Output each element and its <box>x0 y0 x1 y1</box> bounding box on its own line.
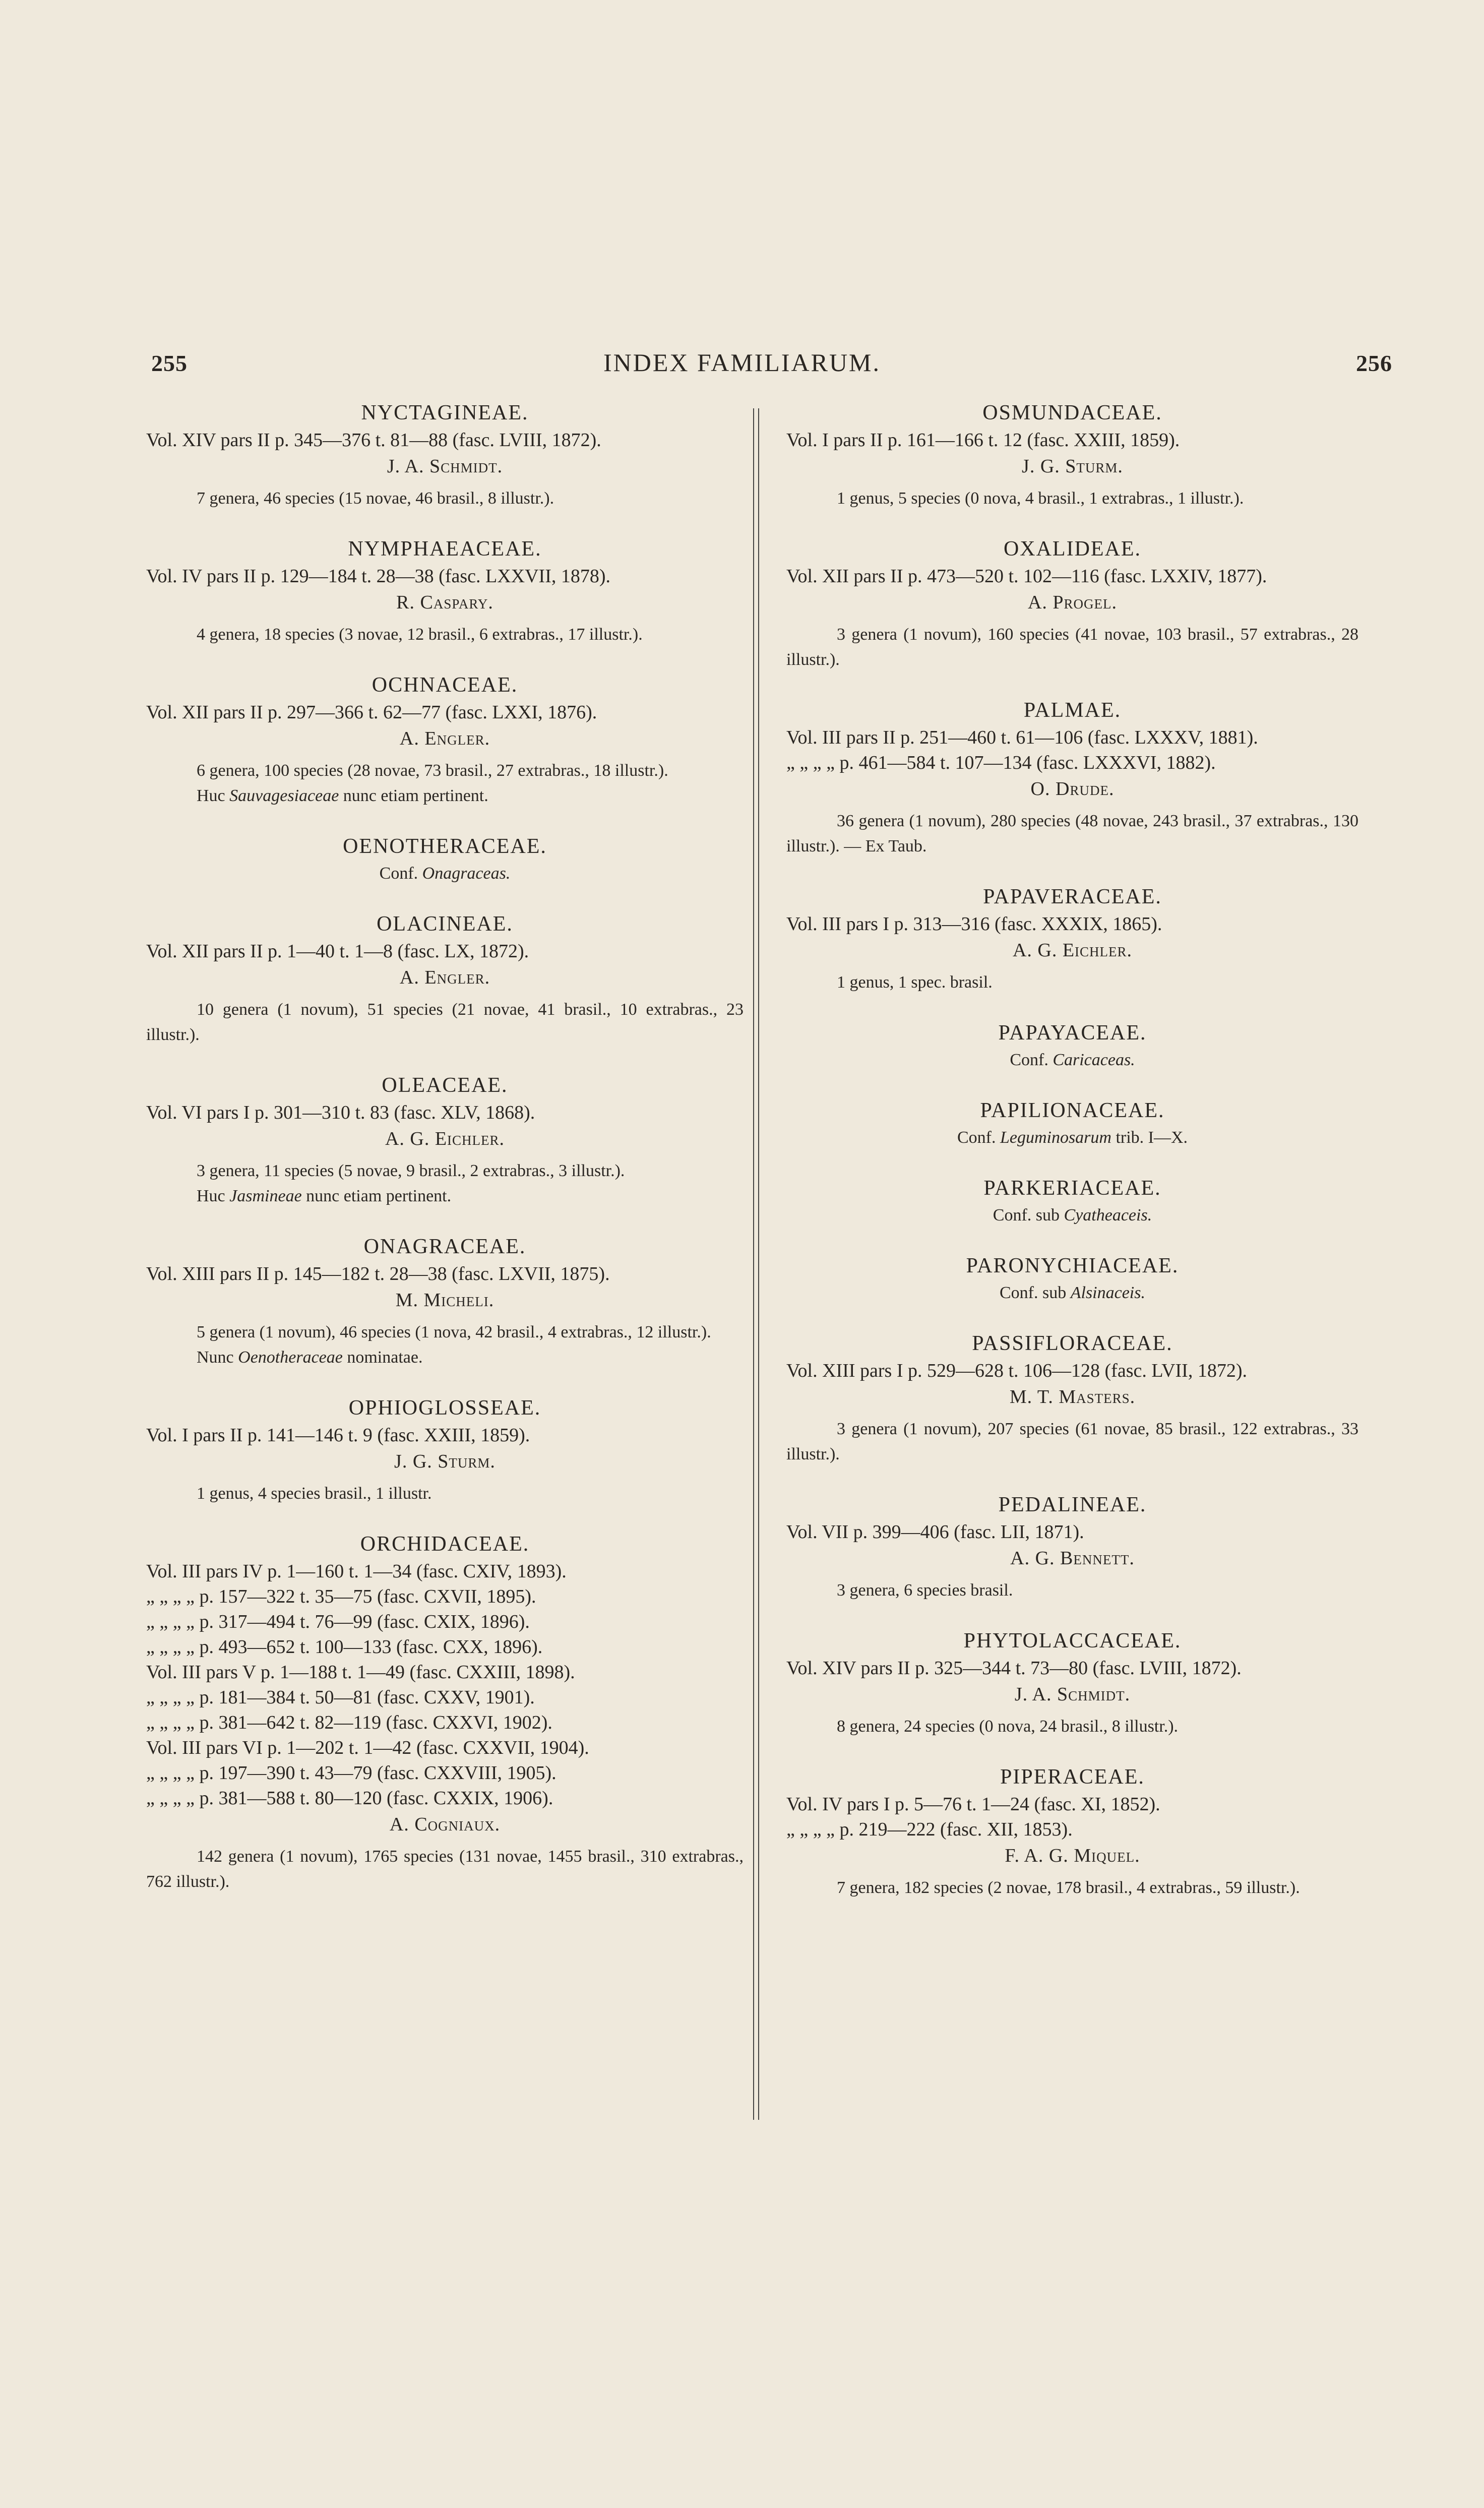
statistics-line: 10 genera (1 novum), 51 species (21 novae, 41 brasil., 10 extrabras., 23 illustr.). <box>146 1000 744 1044</box>
cross-reference-suffix: trib. I—X. <box>1111 1128 1188 1147</box>
family-entry <box>786 1626 1358 1739</box>
statistics-line: 1 genus, 4 species brasil., 1 illustr. <box>197 1484 432 1503</box>
cross-reference <box>786 1125 1358 1150</box>
family-entry <box>786 696 1358 859</box>
page-number-left: 255 <box>151 350 188 376</box>
family-entry <box>786 1329 1358 1467</box>
right-column <box>786 398 1358 1924</box>
family-name: NYCTAGINEAE. <box>361 401 529 424</box>
author-name <box>146 725 744 752</box>
cross-reference-prefix: Conf. <box>379 864 422 883</box>
page-number-right: 256 <box>1356 350 1392 376</box>
cross-reference-prefix: Conf. sub <box>993 1206 1064 1225</box>
author-name <box>786 1681 1358 1708</box>
volume-reference: Vol. XIII pars I p. 529—628 t. 106—128 (fasc. LVII, 1872). <box>786 1360 1247 1381</box>
cross-reference-prefix: Conf. <box>1010 1051 1053 1069</box>
family-name: NYMPHAEACEAE. <box>348 537 542 561</box>
statistics-line: 3 genera (1 novum), 160 species (41 novae, 103 brasil., 57 extrabras., 28 illustr.). <box>786 625 1358 669</box>
volume-reference: Vol. III pars II p. 251—460 t. 61—106 (fasc. LXXXV, 1881). <box>786 727 1258 748</box>
family-entry <box>786 398 1358 511</box>
author-name <box>146 453 744 480</box>
note-suffix: nunc etiam pertinent. <box>339 786 488 805</box>
author-surname: Drude. <box>1056 778 1115 800</box>
family-entry <box>786 1251 1358 1306</box>
author-initials: A. <box>399 728 425 749</box>
volume-reference: Vol. III pars I p. 313—316 (fasc. XXXIX, 1865). <box>786 913 1162 935</box>
author-initials: M. T. <box>1009 1386 1059 1408</box>
family-entry <box>786 1174 1358 1228</box>
volume-reference: Vol. III pars IV p. 1—160 t. 1—34 (fasc. CXIV, 1893). <box>146 1561 567 1582</box>
author-surname: Cogniaux. <box>414 1814 501 1835</box>
family-entry <box>146 1393 744 1506</box>
volume-reference: „ „ „ „ p. 381—588 t. 80—120 (fasc. CXXIX, 1906). <box>146 1788 553 1809</box>
author-initials: J. G. <box>394 1451 438 1472</box>
volume-reference: Vol. XIV pars II p. 325—344 t. 73—80 (fasc. LVIII, 1872). <box>786 1658 1242 1679</box>
author-initials: O. <box>1030 778 1056 800</box>
author-initials: A. G. <box>1012 940 1063 961</box>
family-name: PHYTOLACCACEAE. <box>963 1629 1182 1653</box>
note-prefix: Nunc <box>197 1348 238 1367</box>
author-surname: Progel. <box>1053 592 1118 613</box>
author-surname: Bennett. <box>1060 1548 1135 1569</box>
statistics-line: 3 genera, 11 species (5 novae, 9 brasil., 2 extrabras., 3 illustr.). <box>197 1161 625 1180</box>
author-name <box>146 1448 744 1475</box>
volume-reference: Vol. XII pars II p. 473—520 t. 102—116 (fasc. LXXIV, 1877). <box>786 566 1267 587</box>
family-entry <box>786 882 1358 995</box>
statistics-line: 3 genera, 6 species brasil. <box>837 1581 1013 1600</box>
volume-reference: „ „ „ „ p. 493—652 t. 100—133 (fasc. CXX, 1896). <box>146 1636 543 1658</box>
family-name: PALMAE. <box>1023 699 1122 722</box>
family-note <box>146 1184 744 1209</box>
author-initials: A. <box>389 1814 415 1835</box>
family-name: PARONYCHIACEAE. <box>966 1254 1179 1277</box>
family-name: PAPAYACEAE. <box>998 1021 1147 1045</box>
cross-reference-target: Alsinaceis. <box>1070 1283 1145 1302</box>
author-surname: Masters. <box>1059 1386 1136 1408</box>
family-entry <box>786 1096 1358 1150</box>
volume-reference: „ „ „ „ p. 197—390 t. 43—79 (fasc. CXXVIII, 1905). <box>146 1762 556 1784</box>
family-entry <box>146 909 744 1048</box>
running-title: INDEX FAMILIARUM. <box>603 348 881 377</box>
statistics-line: 8 genera, 24 species (0 nova, 24 brasil., 8 illustr.). <box>837 1717 1179 1736</box>
author-name <box>786 1545 1358 1572</box>
page-header <box>0 348 1484 388</box>
family-name: OENOTHERACEAE. <box>343 835 547 858</box>
volume-reference: „ „ „ „ p. 461—584 t. 107—134 (fasc. LXXXVI, 1882). <box>786 752 1216 773</box>
author-initials: A. <box>1027 592 1053 613</box>
cross-reference-prefix: Conf. <box>957 1128 1000 1147</box>
author-surname: Eichler. <box>1062 940 1133 961</box>
family-name: OLEACEAE. <box>382 1074 508 1097</box>
author-initials: J. G. <box>1022 456 1066 477</box>
author-surname: Schmidt. <box>1057 1684 1131 1705</box>
author-name <box>146 1125 744 1152</box>
family-entry <box>146 1232 744 1370</box>
family-entry <box>146 534 744 647</box>
author-name <box>786 775 1358 803</box>
author-initials: J. A. <box>387 456 429 477</box>
volume-reference: Vol. VI pars I p. 301—310 t. 83 (fasc. XLV, 1868). <box>146 1102 535 1123</box>
volume-reference: Vol. III pars VI p. 1—202 t. 1—42 (fasc. CXXVII, 1904). <box>146 1737 589 1758</box>
family-name: OSMUNDACEAE. <box>982 401 1162 424</box>
author-surname: Engler. <box>424 967 490 988</box>
volume-reference: „ „ „ „ p. 157—322 t. 35—75 (fasc. CXVII, 1895). <box>146 1586 536 1607</box>
statistics-line: 4 genera, 18 species (3 novae, 12 brasil., 6 extrabras., 17 illustr.). <box>197 625 643 644</box>
statistics-line: 5 genera (1 novum), 46 species (1 nova, 42 brasil., 4 extrabras., 12 illustr.). <box>197 1323 711 1341</box>
cross-reference <box>786 1048 1358 1073</box>
author-surname: Miquel. <box>1074 1845 1140 1866</box>
volume-reference: Vol. XII pars II p. 297—366 t. 62—77 (fasc. LXXI, 1876). <box>146 702 597 723</box>
volume-reference: Vol. XIV pars II p. 345—376 t. 81—88 (fasc. LVIII, 1872). <box>146 430 601 451</box>
family-entry <box>786 1762 1358 1901</box>
family-entry <box>146 398 744 511</box>
note-prefix: Huc <box>197 1187 230 1205</box>
family-entry <box>146 1071 744 1209</box>
volume-reference: Vol. IV pars II p. 129—184 t. 28—38 (fasc. LXXVII, 1878). <box>146 566 611 587</box>
note-taxon: Sauvagesiaceae <box>229 786 339 805</box>
author-surname: Schmidt. <box>429 456 503 477</box>
author-surname: Caspary. <box>420 592 493 613</box>
family-name: OPHIOGLOSSEAE. <box>348 1396 541 1420</box>
cross-reference-prefix: Conf. sub <box>1000 1283 1071 1302</box>
volume-reference: Vol. IV pars I p. 5—76 t. 1—24 (fasc. XI, 1852). <box>786 1794 1160 1815</box>
author-name <box>786 1842 1358 1869</box>
family-name: PEDALINEAE. <box>998 1493 1147 1516</box>
left-column <box>146 398 744 1918</box>
author-name <box>146 1811 744 1838</box>
family-entry <box>786 534 1358 672</box>
author-surname: Micheli. <box>423 1290 494 1311</box>
note-prefix: Huc <box>197 786 230 805</box>
cross-reference-target: Leguminosarum <box>1000 1128 1111 1147</box>
family-entry <box>786 1490 1358 1603</box>
author-surname: Sturm. <box>438 1451 496 1472</box>
family-name: PAPAVERACEAE. <box>983 885 1162 908</box>
family-name: ONAGRACEAE. <box>363 1235 526 1258</box>
volume-reference: Vol. XII pars II p. 1—40 t. 1—8 (fasc. LX, 1872). <box>146 941 529 962</box>
author-initials: A. <box>399 967 425 988</box>
author-initials: F. A. G. <box>1005 1845 1074 1866</box>
family-name: ORCHIDACEAE. <box>360 1533 530 1556</box>
volume-reference: Vol. III pars V p. 1—188 t. 1—49 (fasc. CXXIII, 1898). <box>146 1662 575 1683</box>
volume-reference: „ „ „ „ p. 317—494 t. 76—99 (fasc. CXIX, 1896). <box>146 1611 530 1632</box>
note-taxon: Oenotheraceae <box>238 1348 343 1367</box>
statistics-line: 7 genera, 182 species (2 novae, 178 brasil., 4 extrabras., 59 illustr.). <box>837 1878 1300 1897</box>
family-entry <box>786 1018 1358 1073</box>
author-name <box>786 937 1358 964</box>
column-divider <box>753 408 754 2120</box>
family-name: OCHNACEAE. <box>372 674 518 697</box>
volume-reference: „ „ „ „ p. 381—642 t. 82—119 (fasc. CXXVI, 1902). <box>146 1712 552 1733</box>
volume-reference: Vol. VII p. 399—406 (fasc. LII, 1871). <box>786 1521 1084 1543</box>
author-name <box>146 1287 744 1314</box>
volume-reference: Vol. XIII pars II p. 145—182 t. 28—38 (fasc. LXVII, 1875). <box>146 1263 610 1284</box>
note-suffix: nominatae. <box>342 1348 423 1367</box>
family-entry <box>146 832 744 886</box>
author-surname: Eichler. <box>435 1128 505 1149</box>
author-name <box>146 589 744 616</box>
author-surname: Engler. <box>424 728 490 749</box>
author-name <box>786 589 1358 616</box>
family-name: OXALIDEAE. <box>1003 537 1142 561</box>
family-note <box>146 1345 744 1370</box>
statistics-line: 142 genera (1 novum), 1765 species (131 novae, 1455 brasil., 310 extrabras., 762 illustr.). <box>146 1847 744 1891</box>
volume-reference: „ „ „ „ p. 219—222 (fasc. XII, 1853). <box>786 1819 1073 1840</box>
author-initials: J. A. <box>1014 1684 1057 1705</box>
family-name: PAPILIONACEAE. <box>980 1099 1165 1122</box>
statistics-line: 7 genera, 46 species (15 novae, 46 brasil., 8 illustr.). <box>197 489 554 508</box>
note-taxon: Jasmineae <box>229 1187 302 1205</box>
author-surname: Sturm. <box>1065 456 1123 477</box>
author-initials: A. G. <box>385 1128 435 1149</box>
family-entry <box>146 1530 744 1894</box>
family-entry <box>146 670 744 809</box>
cross-reference-target: Onagraceas. <box>422 864 511 883</box>
statistics-line: 3 genera (1 novum), 207 species (61 novae, 85 brasil., 122 extrabras., 33 illustr.). <box>786 1420 1358 1463</box>
family-name: PIPERACEAE. <box>1000 1765 1145 1789</box>
author-initials: M. <box>395 1290 424 1311</box>
note-suffix: nunc etiam pertinent. <box>301 1187 452 1205</box>
cross-reference <box>786 1203 1358 1228</box>
cross-reference-target: Cyatheaceis. <box>1064 1206 1152 1225</box>
volume-reference: „ „ „ „ p. 181—384 t. 50—81 (fasc. CXXV, 1901). <box>146 1687 535 1708</box>
author-name <box>786 1383 1358 1411</box>
statistics-line: 1 genus, 5 species (0 nova, 4 brasil., 1 extrabras., 1 illustr.). <box>837 489 1244 508</box>
cross-reference <box>786 1280 1358 1306</box>
author-name <box>786 453 1358 480</box>
family-name: PARKERIACEAE. <box>983 1177 1161 1200</box>
volume-reference: Vol. I pars II p. 161—166 t. 12 (fasc. XXIII, 1859). <box>786 430 1180 451</box>
family-note <box>146 783 744 809</box>
author-name <box>146 964 744 991</box>
family-name: OLACINEAE. <box>377 912 513 936</box>
author-initials: R. <box>396 592 420 613</box>
column-divider <box>758 408 759 2120</box>
cross-reference <box>146 861 744 886</box>
family-name: PASSIFLORACEAE. <box>972 1332 1173 1355</box>
cross-reference-target: Caricaceas. <box>1053 1051 1135 1069</box>
volume-reference: Vol. I pars II p. 141—146 t. 9 (fasc. XXIII, 1859). <box>146 1425 530 1446</box>
statistics-line: 1 genus, 1 spec. brasil. <box>837 973 993 992</box>
statistics-line: 36 genera (1 novum), 280 species (48 novae, 243 brasil., 37 extrabras., 130 illustr.). — Ex Taub. <box>786 812 1358 855</box>
author-initials: A. G. <box>1010 1548 1061 1569</box>
statistics-line: 6 genera, 100 species (28 novae, 73 brasil., 27 extrabras., 18 illustr.). <box>197 761 668 780</box>
